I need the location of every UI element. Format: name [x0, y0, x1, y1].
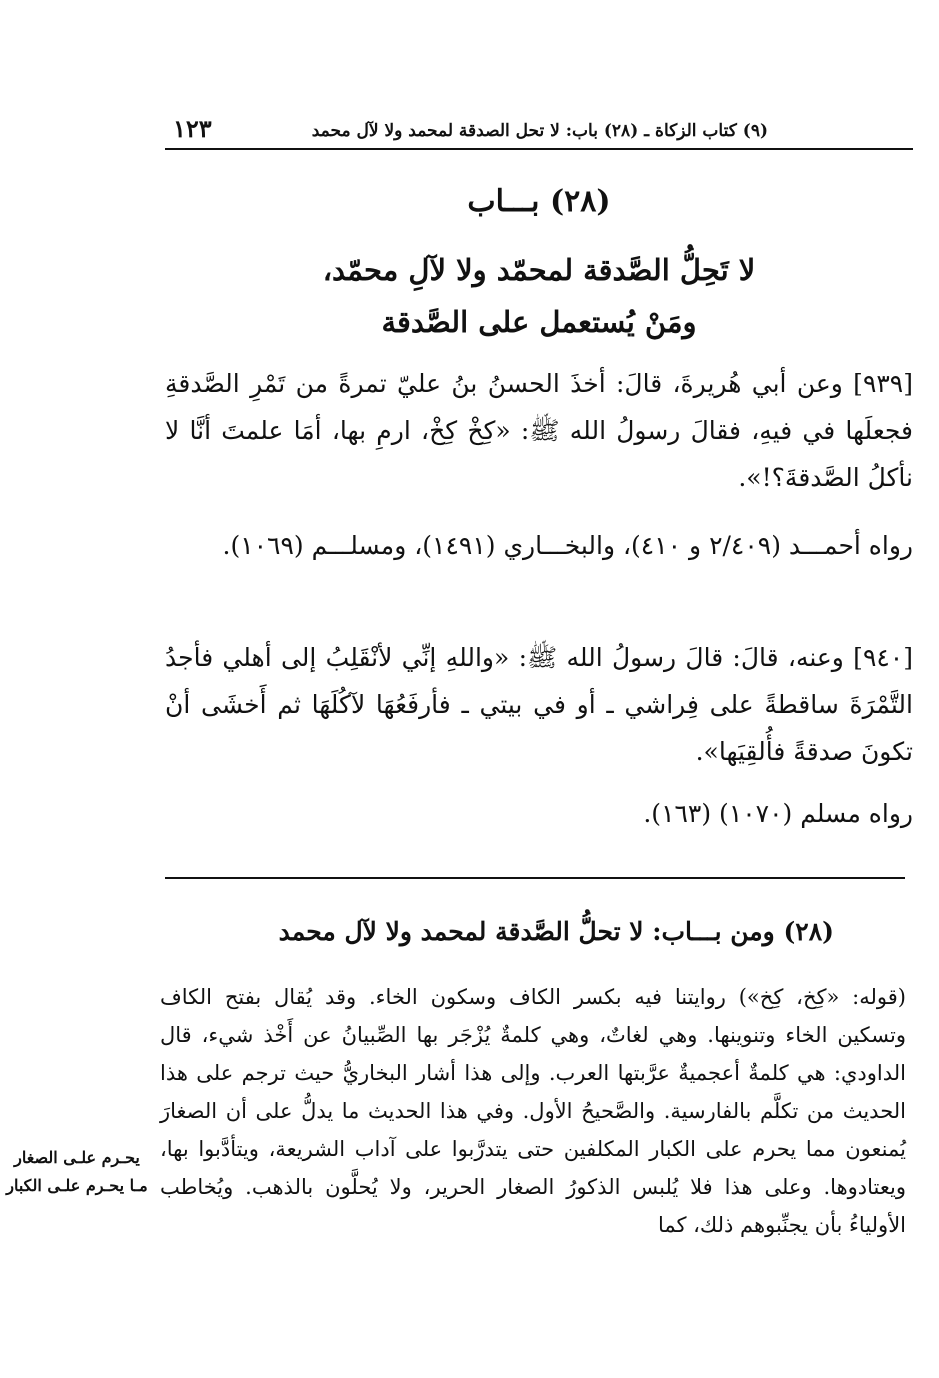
- hadith-940-text: [٩٤٠] وعنه، قالَ: قالَ رسولُ الله ﷺ: «واللهِ إنِّي لأنْقَلِبُ إلى أهلي فأجدُ التَّمْرَةَ ساقطةً على فِراشي ـ أو في بيتي ـ فأرفَعُهَا لآكُلَهَا ثم أَخشَى أنْ تكونَ صدقةً فأُلقِيَها».: [165, 643, 913, 766]
- page-number: ١٢٣: [173, 114, 212, 143]
- running-title: (٩) كتاب الزكاة ـ (٢٨) باب: لا تحل الصدقة لمحمد ولا لآل محمد: [311, 121, 768, 141]
- chapter-title-line-1: لا تَحِلُّ الصَّدقة لمحمّد ولا لآلِ محمّد،: [322, 253, 756, 287]
- commentary-heading: (٢٨) ومن بـــاب: لا تحلُّ الصَّدقة لمحمد ولا لآل محمد: [278, 917, 834, 946]
- section-divider: [165, 877, 905, 879]
- margin-note: يحـرم علـى الصغار مـا يحـرم علـى الكبار: [6, 1148, 148, 1195]
- commentary-text: (قوله: «كِخ، كِخ») روايتنا فيه بكسر الكاف وسكون الخاء. وقد يُقال بفتح الكاف وتسكين الخاء وتنوينها. وهي لغاتٌ، وهي كلمةٌ يُزْجَر بها الصِّبيانُ عن أَخْذ شيء، قال الداودي: هي كلمةٌ أعجميةٌ عرَّبتها العرب. وإلى هذا أشار البخاريُّ حيث ترجم على هذا الحديث من تكلَّم بالفارسية. والصَّحيحُ الأول. وفي هذا الحديث ما يدلُّ على أن الصغارَ يُمنعون مما يحرم على الكبار المكلفين حتى يتدرَّبوا على آداب الشريعة، ويتأدَّبوا بها، ويعتادوها. وعلى هذا فلا يُلبس الذكورُ الصغار الحرير، ولا يُحلَّون بالذهب. ويُخاطب الأولياءُ بأن يجنِّبوهم ذلك، كما: [160, 985, 906, 1237]
- hadith-940-source: رواه مسلم (١٠٧٠) (١٦٣).: [643, 799, 913, 828]
- header-rule: [165, 148, 913, 150]
- running-header: [165, 108, 913, 148]
- chapter-title-line-2: ومَنْ يُستعمل على الصَّدقة: [381, 305, 697, 339]
- chapter-number: (٢٨) بـــاب: [467, 184, 611, 219]
- hadith-939-source: رواه أحمـــد (٢/٤٠٩ و ٤١٠)، والبخـــاري (١٤٩١)، ومسلـــم (١٠٦٩).: [222, 531, 913, 560]
- hadith-939-text: [٩٣٩] وعن أبي هُريرةَ، قالَ: أخذَ الحسنُ بنُ عليّ تمرةً من تَمْرِ الصَّدقةِ فجعلَها في فيهِ، فقالَ رسولُ الله ﷺ: «كِخْ كِخْ، ارمِ بها، أمَا علمتَ أنَّا لا نأكلُ الصَّدقةَ؟!».: [165, 369, 913, 492]
